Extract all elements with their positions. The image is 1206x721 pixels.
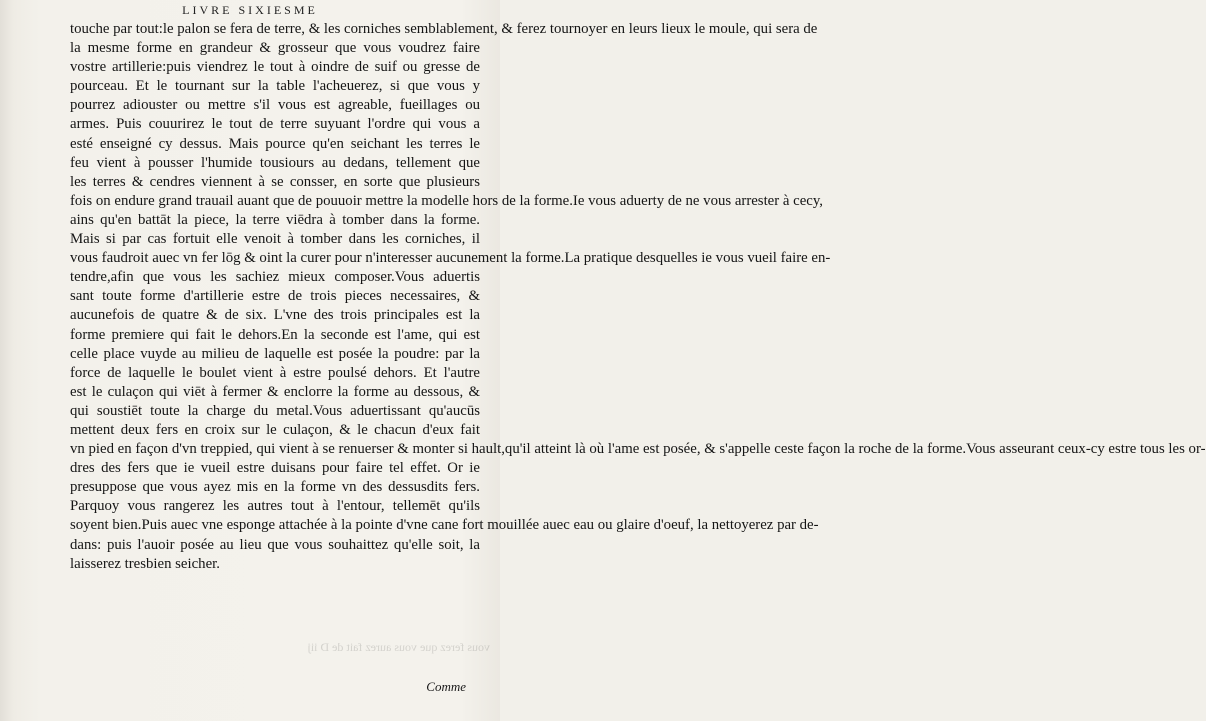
text-line: fois on endure grand trauail auant que de pouuoir mettre la modelle hors de la forme.Ie vous aduerty de ne vous arrester à cecy, xyxy=(70,192,823,209)
text-line: vous faudroit auec vn fer lōg & oint la curer pour n'interesser aucunement la forme.La pratique desquelles ie vous vueil faire en- xyxy=(70,250,831,267)
catchword: Comme xyxy=(426,679,466,694)
body-text xyxy=(70,20,1206,574)
bleed-through-text: vous ferez que vous aurez fait de D iij xyxy=(307,640,490,654)
text-line: presuppose que vous ayez mis en la forme vn des dessusdits fers. xyxy=(70,479,480,496)
text-line: laisserez tresbien seicher. xyxy=(70,555,220,572)
text-line: armes. Puis couurirez le tout de terre suyuant l'ordre qui vous a xyxy=(70,116,480,133)
text-line: sant toute forme d'artillerie estre de trois pieces necessaires, & xyxy=(70,288,480,305)
text-line: Mais si par cas fortuit elle venoit à tomber dans les corniches, il xyxy=(70,231,480,248)
text-line: les terres & cendres viennent à se consser, en sorte que plusieurs xyxy=(70,173,480,190)
text-line: celle place vuyde au milieu de laquelle est posée la poudre: par la xyxy=(70,345,480,362)
text-line: esté enseigné cy dessus. Mais pource qu'en seichant les terres le xyxy=(70,135,480,152)
text-line: aucunefois de quatre & de six. L'vne des trois principales est la xyxy=(70,307,480,324)
text-line: vn pied en façon d'vn treppied, qui vient à se renuerser & monter si hault,qu'il atteint là où l'ame est posée, & s'appelle ceste façon la roche de la forme.Vous asseurant ceux-cy estre tous les or- xyxy=(70,441,1206,458)
text-line: dans: puis l'auoir posée au lieu que vous souhaittez qu'elle soit, la xyxy=(70,536,480,553)
running-header: LIVRE SIXIESME xyxy=(182,3,318,17)
text-line: dres des fers que ie vueil estre duisans pour faire tel effet. Or ie xyxy=(70,460,480,477)
text-line: touche par tout:le palon se fera de terre, & les corniches semblablement, & ferez tournoyer en leurs lieux le moule, qui sera de xyxy=(70,21,818,37)
text-line: pourrez adiouster ou mettre s'il vous est agreable, fueillages ou xyxy=(70,97,480,114)
text-line: feu vient à pousser l'humide tousiours au dedans, tellement que xyxy=(70,154,480,171)
text-line: forme premiere qui fait le dehors.En la seconde est l'ame, qui est xyxy=(70,326,480,343)
text-line: Parquoy vous rangerez les autres tout à l'entour, tellemēt qu'ils xyxy=(70,498,480,515)
text-line: tendre,afin que vous les sachiez mieux composer.Vous aduertis xyxy=(70,269,480,286)
text-line: soyent bien.Puis auec vne esponge attachée à la pointe d'vne cane fort mouillée auec eau ou glaire d'oeuf, la nettoyerez par de- xyxy=(70,517,819,534)
text-line: force de laquelle le boulet vient à estre poulsé dehors. Et l'autre xyxy=(70,364,480,381)
text-line: ains qu'en battāt la piece, la terre viēdra à tomber dans la forme. xyxy=(70,211,480,228)
text-line: vostre artillerie:puis viendrez le tout à oindre de suif ou gresse de xyxy=(70,59,480,76)
text-line: mettent deux fers en croix sur le culaçon, & le chacun d'eux fait xyxy=(70,421,480,438)
text-line: la mesme forme en grandeur & grosseur que vous voudrez faire xyxy=(70,40,480,57)
text-line: pourceau. Et le tournant sur la table l'acheuerez, si que vous y xyxy=(70,78,480,95)
text-line: qui soustiēt toute la charge du metal.Vous aduertissant qu'aucūs xyxy=(70,402,480,419)
text-line: est le culaçon qui viēt à fermer & enclorre la forme au dessous, & xyxy=(70,383,480,400)
